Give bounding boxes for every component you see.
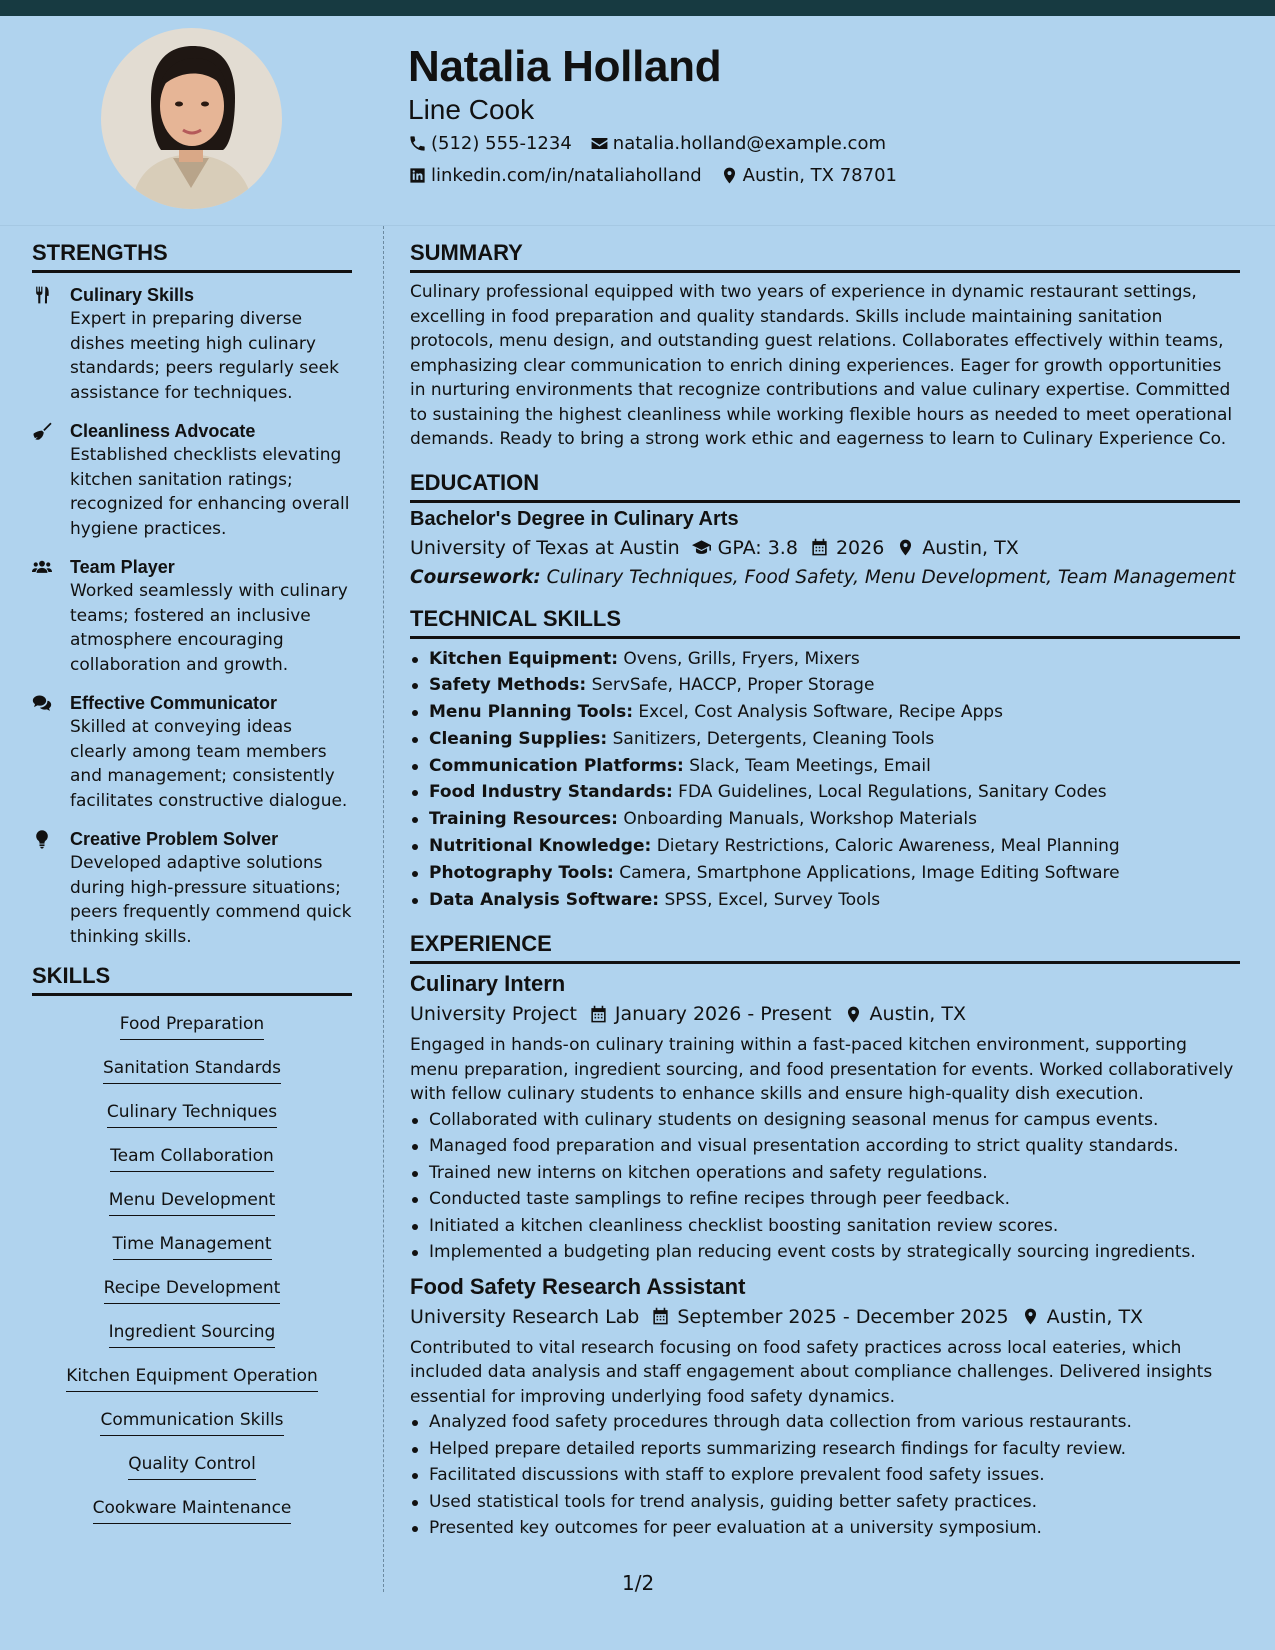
strength-title: Creative Problem Solver xyxy=(70,829,279,849)
technical-skill-value: SPSS, Excel, Survey Tools xyxy=(664,889,881,910)
strengths-heading: STRENGTHS xyxy=(32,240,352,273)
technical-skill-label: Training Resources: xyxy=(429,809,618,830)
job-meta xyxy=(410,1306,1240,1328)
education-school: University of Texas at Austin xyxy=(410,536,680,559)
top-bar xyxy=(0,0,1275,16)
map-marker-icon xyxy=(896,538,915,557)
technical-skill-value: Onboarding Manuals, Workshop Materials xyxy=(623,809,977,830)
job-bullet: Initiated a kitchen cleanliness checklist boosting sanitation review scores. xyxy=(410,1213,1240,1240)
profile-photo xyxy=(101,28,282,209)
map-marker-icon xyxy=(1021,1307,1040,1326)
broom-icon xyxy=(32,421,52,441)
technical-skill-value: Dietary Restrictions, Caloric Awareness, Meal Planning xyxy=(656,836,1120,857)
experience-heading: EXPERIENCE xyxy=(410,931,1240,964)
skill-item: Quality Control xyxy=(128,1452,256,1480)
job-bullet: Facilitated discussions with staff to explore prevalent food safety issues. xyxy=(410,1462,1240,1489)
strength-desc: Expert in preparing diverse dishes meeting high culinary standards; peers regularly seek assistance for techniques. xyxy=(70,309,339,403)
technical-skill-label: Photography Tools: xyxy=(429,862,614,883)
technical-skill-item xyxy=(410,833,1240,860)
job-entry xyxy=(410,971,1240,1266)
technical-skill-label: Safety Methods: xyxy=(429,675,587,696)
technical-skill-item xyxy=(410,753,1240,780)
strength-title: Team Player xyxy=(70,557,175,577)
linkedin-contact[interactable] xyxy=(408,165,702,186)
strength-title: Effective Communicator xyxy=(70,693,278,713)
technical-skill-label: Kitchen Equipment: xyxy=(429,648,619,669)
skill-item: Menu Development xyxy=(109,1188,276,1216)
contact-row-1 xyxy=(408,133,904,154)
strength-item xyxy=(32,283,352,405)
strength-title: Cleanliness Advocate xyxy=(70,421,256,441)
left-column xyxy=(32,240,352,1540)
skill-item: Sanitation Standards xyxy=(103,1056,281,1084)
calendar-icon xyxy=(810,538,829,557)
job-description: Engaged in hands-on culinary training within a fast-paced kitchen environment, supporting menu preparation, ingredient sourcing, and food presentation for events. Worked collaboratively with fellow culinary students to enhance skills and ensure high-quality dish execution. xyxy=(410,1035,1234,1105)
phone-text: (512) 555-1234 xyxy=(431,133,572,154)
technical-skill-item xyxy=(410,779,1240,806)
location-text: Austin, TX 78701 xyxy=(742,165,897,186)
header-divider xyxy=(0,225,1275,226)
job-entry xyxy=(410,1274,1240,1542)
job-bullet: Conducted taste samplings to refine recipes through peer feedback. xyxy=(410,1186,1240,1213)
strength-item xyxy=(32,691,352,813)
technical-skill-value: Sanitizers, Detergents, Cleaning Tools xyxy=(612,728,935,749)
technical-skill-value: FDA Guidelines, Local Regulations, Sanitary Codes xyxy=(678,782,1107,803)
page-number: 1/2 xyxy=(622,1571,655,1595)
job-bullet: Presented key outcomes for peer evaluation at a university symposium. xyxy=(410,1515,1240,1542)
summary-text: Culinary professional equipped with two years of experience in dynamic restaurant settings, excelling in food preparation and quality standards. Skills include maintaining sanitation protocols, menu design, and outstanding guest relations. Collaborates effectively within teams, emphasizing clear communication to enrich dining experiences. Eager for growth opportunities in nurturing environments that recognize contributions and value culinary expertise. Committed to sustaining the highest cleanliness while working flexible hours as needed to meet operational demands. Ready to bring a strong work ethic and eagerness to learn to Culinary Experience Co. xyxy=(410,282,1233,449)
job-title: Food Safety Research Assistant xyxy=(410,1273,746,1299)
technical-skill-label: Menu Planning Tools: xyxy=(429,702,633,723)
skill-item: Team Collaboration xyxy=(110,1144,274,1172)
profile-photo-image xyxy=(101,28,282,209)
strength-item xyxy=(32,827,352,949)
technical-skill-item xyxy=(410,887,1240,914)
education-location: Austin, TX xyxy=(922,536,1019,559)
job-description: Contributed to vital research focusing on food safety practices across local eateries, which included data analysis and staff engagement about compliance challenges. Delivered insights essential for improving underlying food safety dynamics. xyxy=(410,1337,1213,1407)
education-gpa: GPA: 3.8 xyxy=(717,536,798,559)
skill-item: Kitchen Equipment Operation xyxy=(66,1364,318,1392)
skill-item: Ingredient Sourcing xyxy=(109,1320,276,1348)
job-bullet: Implemented a budgeting plan reducing event costs by strategically sourcing ingredients. xyxy=(410,1239,1240,1266)
technical-skill-value: ServSafe, HACCP, Proper Storage xyxy=(591,675,875,696)
job-bullet: Helped prepare detailed reports summarizing research findings for faculty review. xyxy=(410,1436,1240,1463)
column-divider xyxy=(383,226,384,1592)
candidate-role: Line Cook xyxy=(408,94,535,125)
strength-item xyxy=(32,555,352,677)
skill-item: Time Management xyxy=(113,1232,272,1260)
technical-skill-value: Excel, Cost Analysis Software, Recipe Apps xyxy=(638,702,1003,723)
strength-title: Culinary Skills xyxy=(70,285,195,305)
job-org: University Research Lab xyxy=(410,1305,640,1328)
job-meta xyxy=(410,1003,1240,1025)
users-icon xyxy=(32,557,52,577)
strength-desc: Established checklists elevating kitchen sanitation ratings; recognized for enhancing overall hygiene practices. xyxy=(70,445,350,539)
email-text: natalia.holland@example.com xyxy=(612,133,887,154)
job-bullet: Analyzed food safety procedures through data collection from various restaurants. xyxy=(410,1409,1240,1436)
job-title: Culinary Intern xyxy=(410,971,566,997)
skills-heading: SKILLS xyxy=(32,963,352,996)
right-column xyxy=(410,240,1240,1542)
phone-icon xyxy=(408,134,427,153)
map-marker-icon xyxy=(720,166,739,185)
education-degree: Bachelor's Degree in Culinary Arts xyxy=(410,507,739,530)
job-org: University Project xyxy=(410,1003,577,1026)
email-contact[interactable] xyxy=(590,133,886,154)
map-marker-icon xyxy=(844,1005,863,1024)
job-bullets xyxy=(410,1409,1240,1542)
phone-contact[interactable] xyxy=(408,133,572,154)
strength-desc: Developed adaptive solutions during high-pressure situations; peers frequently commend quick thinking skills. xyxy=(70,853,352,947)
lightbulb-icon xyxy=(32,829,52,849)
job-bullets xyxy=(410,1107,1240,1266)
technical-skill-item xyxy=(410,806,1240,833)
skill-item: Communication Skills xyxy=(100,1408,283,1436)
technical-skill-label: Communication Platforms: xyxy=(429,755,684,776)
technical-skills-list xyxy=(410,646,1240,914)
technical-skill-item xyxy=(410,699,1240,726)
technical-skill-label: Data Analysis Software: xyxy=(429,889,660,910)
candidate-name: Natalia Holland xyxy=(408,42,722,91)
skill-list xyxy=(32,1012,352,1540)
contact-row-2 xyxy=(408,165,915,186)
education-year: 2026 xyxy=(835,536,885,559)
job-location: Austin, TX xyxy=(869,1003,966,1026)
skill-item: Food Preparation xyxy=(120,1012,264,1040)
technical-skills-heading: TECHNICAL SKILLS xyxy=(410,606,1240,639)
coursework-label: Coursework: xyxy=(410,566,541,588)
skill-item: Cookware Maintenance xyxy=(93,1496,292,1524)
linkedin-icon xyxy=(408,166,427,185)
job-bullet: Collaborated with culinary students on designing seasonal menus for campus events. xyxy=(410,1107,1240,1134)
graduation-cap-icon xyxy=(692,538,711,557)
coursework-text: Culinary Techniques, Food Safety, Menu Development, Team Management xyxy=(546,566,1236,588)
technical-skill-label: Food Industry Standards: xyxy=(429,782,673,803)
technical-skill-item xyxy=(410,646,1240,673)
strength-desc: Worked seamlessly with culinary teams; fostered an inclusive atmosphere encouraging collaboration and growth. xyxy=(70,581,348,675)
technical-skill-value: Slack, Team Meetings, Email xyxy=(689,755,931,776)
education-coursework xyxy=(410,567,1240,588)
job-dates: September 2025 - December 2025 xyxy=(677,1305,1009,1328)
technical-skill-value: Ovens, Grills, Fryers, Mixers xyxy=(623,648,860,669)
technical-skill-item xyxy=(410,860,1240,887)
education-meta xyxy=(410,537,1240,559)
comments-icon xyxy=(32,693,52,713)
education-heading: EDUCATION xyxy=(410,470,1240,503)
job-bullet: Managed food preparation and visual presentation according to strict quality standards. xyxy=(410,1133,1240,1160)
technical-skill-label: Nutritional Knowledge: xyxy=(429,836,652,857)
linkedin-text: linkedin.com/in/nataliaholland xyxy=(431,165,702,186)
calendar-icon xyxy=(651,1307,670,1326)
strength-desc: Skilled at conveying ideas clearly among team members and management; consistently facilitates constructive dialogue. xyxy=(70,717,348,811)
location-contact xyxy=(720,165,897,186)
utensils-icon xyxy=(32,285,52,305)
summary-heading: SUMMARY xyxy=(410,240,1240,273)
technical-skill-item xyxy=(410,672,1240,699)
envelope-icon xyxy=(590,134,609,153)
strength-item xyxy=(32,419,352,541)
job-dates: January 2026 - Present xyxy=(614,1003,832,1026)
job-bullet: Trained new interns on kitchen operations and safety regulations. xyxy=(410,1160,1240,1187)
technical-skill-label: Cleaning Supplies: xyxy=(429,728,608,749)
technical-skill-item xyxy=(410,726,1240,753)
technical-skill-value: Camera, Smartphone Applications, Image Editing Software xyxy=(619,862,1120,883)
job-bullet: Used statistical tools for trend analysis, guiding better safety practices. xyxy=(410,1489,1240,1516)
calendar-icon xyxy=(589,1005,608,1024)
skill-item: Recipe Development xyxy=(104,1276,281,1304)
job-location: Austin, TX xyxy=(1046,1305,1144,1328)
skill-item: Culinary Techniques xyxy=(107,1100,277,1128)
